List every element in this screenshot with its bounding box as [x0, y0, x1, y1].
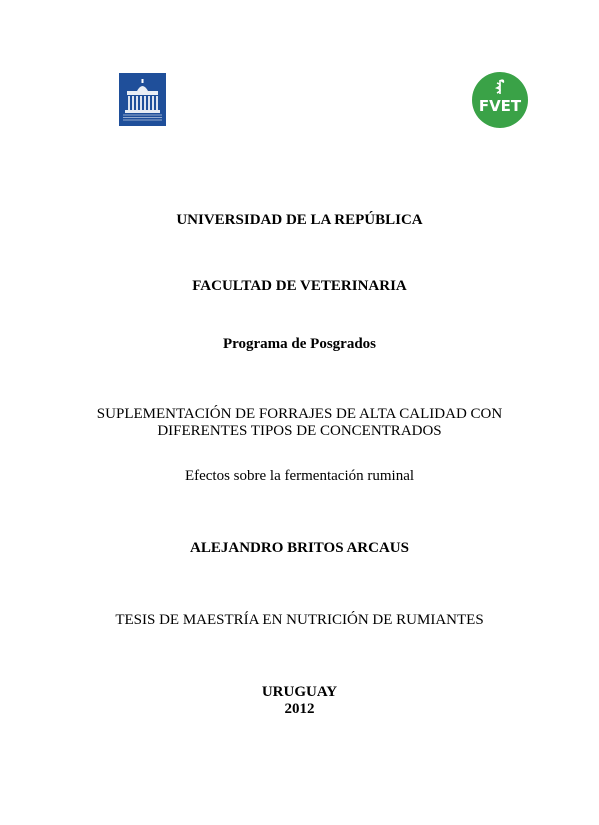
faculty-name: FACULTAD DE VETERINARIA	[192, 278, 407, 294]
thesis-title-line-2: DIFERENTES TIPOS DE CONCENTRADOS	[157, 423, 442, 439]
fvet-logo-icon	[472, 72, 528, 128]
thesis-title-line-1: SUPLEMENTACIÓN DE FORRAJES DE ALTA CALIDAD CON	[96, 406, 503, 422]
university-name: UNIVERSIDAD DE LA REPÚBLICA	[176, 212, 423, 228]
year: 2012	[284, 701, 315, 717]
author-name: ALEJANDRO BRITOS ARCAUS	[190, 540, 409, 556]
udelar-logo-icon	[119, 73, 166, 126]
program-name: Programa de Posgrados	[222, 336, 377, 352]
degree-title: TESIS DE MAESTRÍA EN NUTRICIÓN DE RUMIANTES	[115, 612, 484, 628]
country: URUGUAY	[261, 684, 338, 700]
fvet-logo-text: FVET	[478, 97, 522, 115]
thesis-subtitle: Efectos sobre la fermentación ruminal	[184, 468, 415, 484]
